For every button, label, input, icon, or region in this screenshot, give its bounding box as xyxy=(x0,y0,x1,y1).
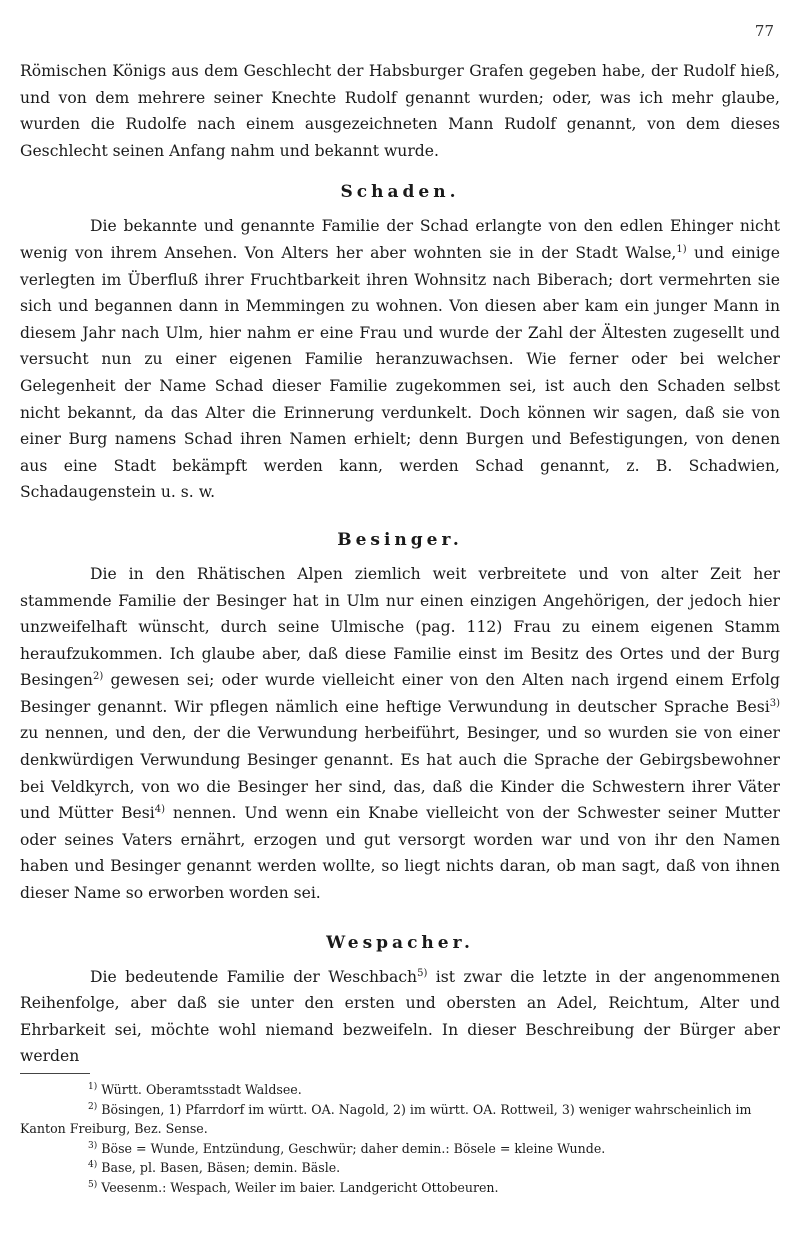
page-number: 77 xyxy=(754,22,774,40)
footnote xyxy=(20,1139,780,1159)
paragraph-besinger-part-2: gewesen sei; oder wurde vielleicht einer von den Alten nach irgend einem Erfolg Besinger genannt. Wir pflegen nämlich eine heftige Verwundung in deutscher Sprache Besi xyxy=(20,671,780,716)
footnote-text: Bösingen, 1) Pfarrdorf im württ. OA. Nagold, 2) im württ. OA. Rottweil, 3) weniger wahrscheinlich im Kanton Freiburg, Bez. Sense. xyxy=(20,1101,752,1137)
paragraph-besinger xyxy=(20,561,780,907)
footnote xyxy=(20,1178,780,1198)
paragraph-besinger-part-1: Die in den Rhätischen Alpen ziemlich weit verbreitete und von alter Zeit her stammende Familie der Besinger hat in Ulm nur einen einzigen Angehörigen, der jedoch hier unzweifelhaft wünscht, durch seine Ulmische (pag. 112) Frau zu einem eigenen Stamm heraufzukommen. Ich glaube aber, daß diese Familie einst im Besitz des Ortes und der Burg Besingen xyxy=(20,564,780,690)
footnote-ref-4: 4) xyxy=(154,804,166,816)
paragraph-wespacher-part-2: ist zwar die letzte in der angenommenen Reihenfolge, aber daß sie unter den ersten und obersten an Adel, Reichtum, Alter und Ehrbarkeit sei, möchte wohl niemand bezweifeln. In dieser Beschreibung der Bürger aber werden xyxy=(20,967,780,1066)
heading-schaden: Schaden. xyxy=(340,182,460,203)
intro-paragraph: Römischen Königs aus dem Geschlecht der Habsburger Grafen gegeben habe, der Rudolf hieß, und von dem mehrere seiner Knechte Rudolf genannt wurden; oder, was ich mehr glaube, wurden die Rudolfe nach einem ausgezeichneten Mann Rudolf genannt, von dem dieses Geschlecht seinen Anfang nahm und bekannt wurde. xyxy=(20,62,780,160)
footnote xyxy=(20,1100,780,1139)
paragraph-schaden-part-2: und einige verlegten im Überfluß ihrer Fruchtbarkeit ihren Wohnsitz nach Biberach; dort vermehrten sie sich und begannen dann in Memmingen zu wohnen. Von diesen aber kam ein junger Mann in diesem Jahr nach Ulm, hier nahm er eine Frau und wurde der Zahl der Ältesten zugesellt und versucht nun zu einer eigenen Familie heranzuwachsen. Wie ferner oder bei welcher Gelegenheit der Name Schad dieser Familie zugekommen sei, ist auch den Schaden selbst nicht bekannt, da das Alter die Erinnerung verdunkelt. Doch können wir sagen, daß sie von einer Burg namens Schad ihren Namen erhielt; denn Burgen und Befestigungen, von denen aus eine Stadt bekämpft werden kann, werden Schad genannt, z. B. Schadwien, Schadaugenstein u. s. w. xyxy=(20,243,780,502)
footnote-text: Böse = Wunde, Entzündung, Geschwür; daher demin.: Bösele = kleine Wunde. xyxy=(101,1140,606,1156)
paragraph-schaden xyxy=(20,213,780,506)
footnote-ref-2: 2) xyxy=(92,671,104,683)
footnote xyxy=(20,1080,780,1100)
footnote-text: Base, pl. Basen, Bäsen; demin. Bäsle. xyxy=(101,1160,341,1176)
footnote-mark: 2) xyxy=(88,1101,98,1112)
footnote-ref-3: 3) xyxy=(769,697,780,709)
heading-besinger: Besinger. xyxy=(337,529,463,550)
heading-wespacher: Wespacher. xyxy=(326,932,474,953)
footnotes xyxy=(20,1080,780,1198)
paragraph-wespacher xyxy=(20,964,780,1070)
footnote-mark: 3) xyxy=(88,1140,98,1151)
footnote-mark: 5) xyxy=(88,1179,98,1190)
footnote-ref-1: 1) xyxy=(676,243,687,255)
paragraph-schaden-part-1: Die bekannte und genannte Familie der Schad erlangte von den edlen Ehinger nicht wenig von ihrem Ansehen. Von Alters her aber wohnten sie in der Stadt Walse, xyxy=(20,217,780,262)
footnote-mark: 1) xyxy=(88,1082,98,1092)
body-text xyxy=(20,58,780,1070)
footnote-ref-5: 5) xyxy=(417,967,428,979)
footnote xyxy=(20,1158,780,1178)
paragraph-besinger-part-3: zu nennen, und den, der die Verwundung herbeiführt, Besinger, und so wurden sie von einer denkwürdigen Verwundung Besinger genannt. Es hat auch die Sprache der Gebirgsbewohner bei Veldkyrch, von wo die Besinger her sind, das, daß die Kinder die Schwestern ihrer Väter und Mütter Besi xyxy=(20,724,780,823)
footnote-divider xyxy=(20,1073,90,1074)
footnote-text: Veesenm.: Wespach, Weiler im baier. Landgericht Ottobeuren. xyxy=(101,1179,499,1195)
paragraph-wespacher-part-1: Die bedeutende Familie der Weschbach xyxy=(90,967,418,986)
footnote-text: Württ. Oberamtsstadt Waldsee. xyxy=(101,1082,302,1097)
paragraph-besinger-part-4: nennen. Und wenn ein Knabe vielleicht von der Schwester seiner Mutter oder seines Vaters ernährt, erzogen und gut versorgt worden war und von ihr den Namen haben und Besinger genannt werden wollte, so liegt nichts daran, ob man sagt, daß von ihnen dieser Name so erworben worden sei. xyxy=(20,804,780,903)
footnote-mark: 4) xyxy=(88,1160,98,1171)
